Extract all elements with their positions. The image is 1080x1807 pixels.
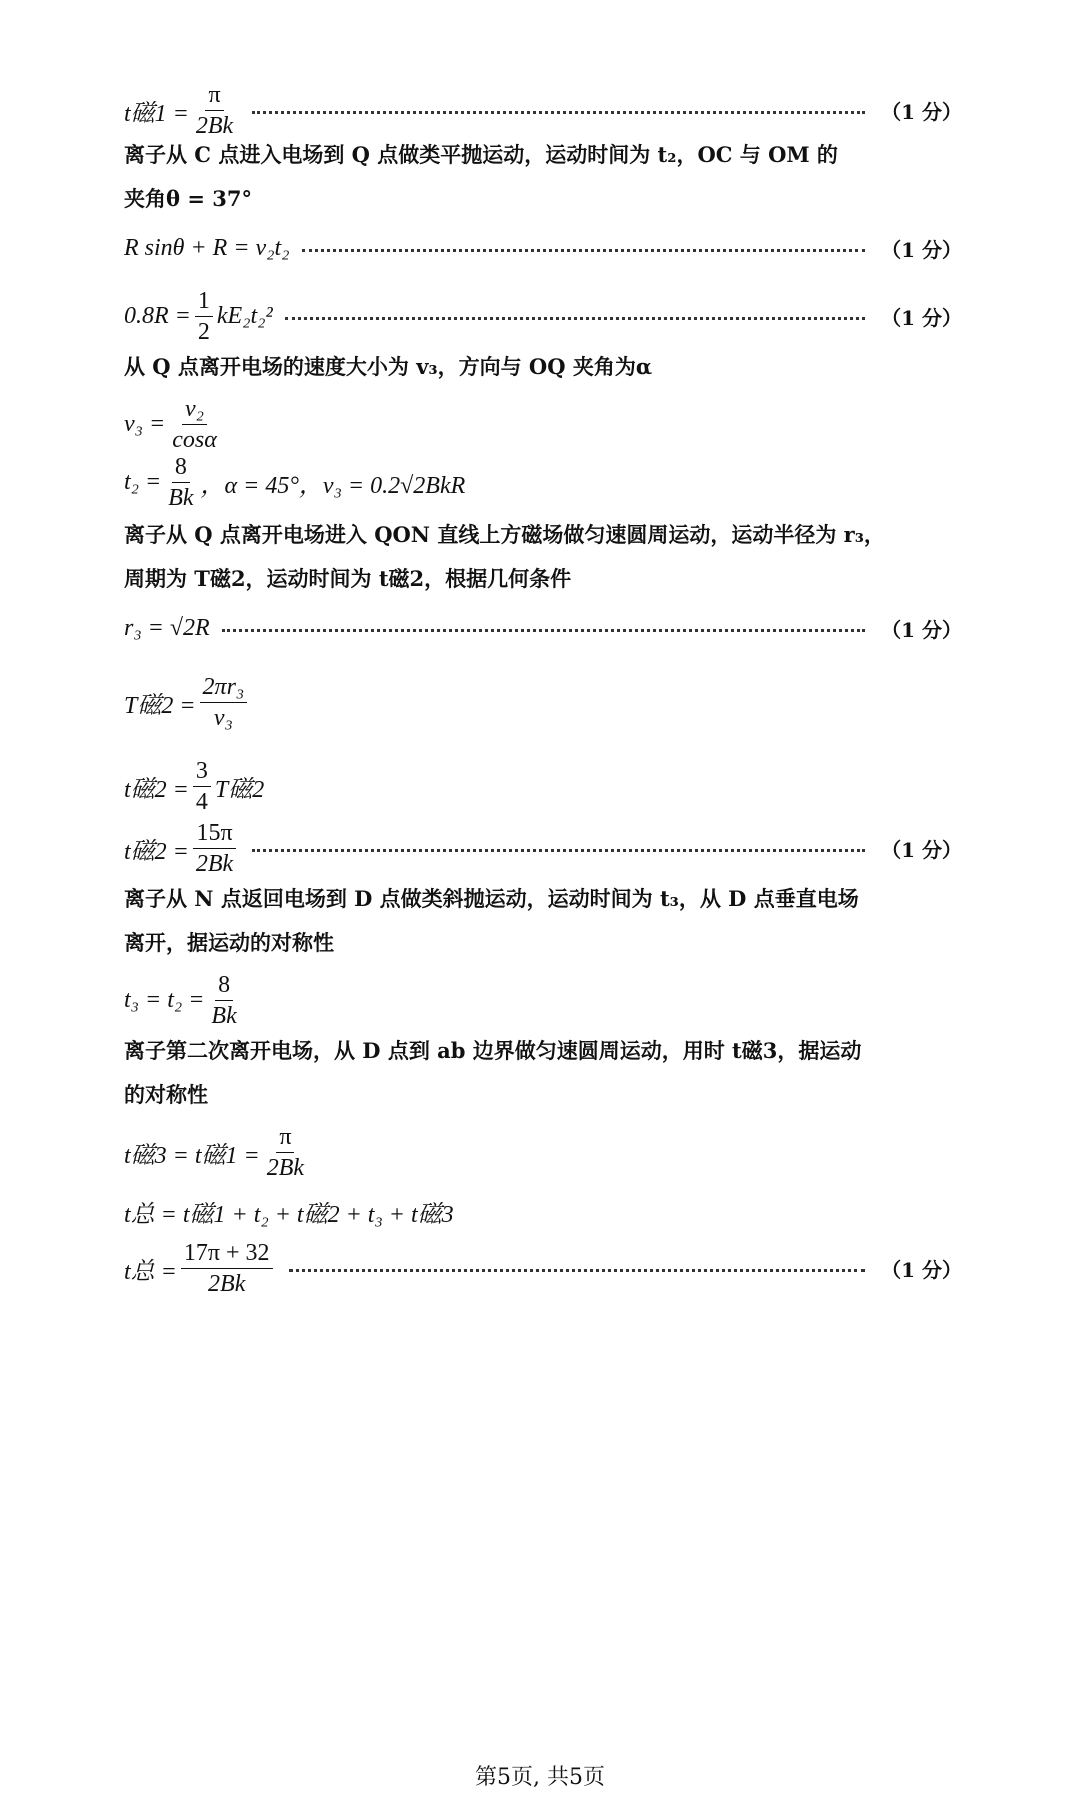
equation-row: [124, 288, 962, 345]
paragraph: 离子从 C 点进入电场到 Q 点做类平抛运动，运动时间为 t₂，OC 与 OM 的: [124, 142, 838, 167]
leader-dots: [222, 629, 865, 632]
leader-dots: [289, 1269, 866, 1272]
equation: r₃ = √2R: [124, 615, 210, 641]
equation-row: [124, 972, 962, 1029]
paragraph: 夹角θ = 37°: [124, 186, 252, 211]
equation: t总 = $\frac{17\pi + 32}{2Bk}$: [124, 1240, 277, 1297]
equation: v₃ = $\frac{\text{v₂}}{\cos\alpha}$: [124, 396, 217, 453]
leader-dots: [302, 249, 866, 252]
score-label: （1 分）: [881, 100, 962, 124]
page-footer: 第5页, 共5页: [475, 1765, 605, 1790]
equation-row: [124, 820, 962, 877]
equation: R sinθ + R = v₂t₂: [124, 235, 290, 261]
equation-row: [124, 1240, 962, 1297]
equation: 0.8R = $\frac{1}{2}$ kE₂t₂²: [124, 288, 273, 345]
paragraph: 离子从 Q 点离开电场进入 QON 直线上方磁场做匀速圆周运动，运动半径为 r₃，: [124, 522, 885, 547]
equation-row: [124, 454, 962, 511]
score-label: （1 分）: [881, 306, 962, 330]
equation: T磁2 = $\frac{\text{2πr₃}}{\text{v₃}}$: [124, 674, 251, 731]
equation-row: [124, 758, 962, 815]
score-label: （1 分）: [881, 238, 962, 262]
paragraph: 离开，据运动的对称性: [124, 930, 334, 955]
leader-dots: [252, 111, 865, 114]
equation-row: [124, 1124, 962, 1181]
leader-dots: [285, 317, 865, 320]
equation: t₂ = $\frac{8}{Bk}$ ，α = 45°，v₃ = 0.2√2BkR: [124, 454, 466, 511]
score-label: （1 分）: [881, 618, 962, 642]
paragraph: 的对称性: [124, 1082, 208, 1107]
score-label: （1 分）: [881, 838, 962, 862]
equation: t磁1 = $\frac{\pi}{2Bk}$: [124, 82, 234, 139]
equation-row: [124, 234, 962, 263]
paragraph: 从 Q 点离开电场的速度大小为 v₃，方向与 OQ 夹角为α: [124, 354, 652, 379]
paragraph: 离子从 N 点返回电场到 D 点做类斜抛运动，运动时间为 t₃，从 D 点垂直电场: [124, 886, 859, 911]
equation: t₃ = t₂ = $\frac{8}{Bk}$: [124, 972, 237, 1029]
equation-row: [124, 614, 962, 643]
equation: t磁2 = $\frac{3}{4}$ T磁2: [124, 758, 265, 815]
equation: t总 = t磁1 + t₂ + t磁2 + t₃ + t磁3: [124, 1202, 454, 1228]
equation-row: [124, 674, 962, 731]
leader-dots: [252, 849, 865, 852]
equation-row: [124, 1194, 962, 1229]
equation: t磁2 = $\frac{15\pi}{2Bk}$: [124, 820, 240, 877]
equation-row: [124, 396, 962, 453]
equation: t磁3 = t磁1 = $\frac{\pi}{2Bk}$: [124, 1124, 305, 1181]
paragraph: 周期为 T磁2，运动时间为 t磁2，根据几何条件: [124, 566, 572, 591]
paragraph: 离子第二次离开电场，从 D 点到 ab 边界做匀速圆周运动，用时 t磁3，据运动: [124, 1038, 862, 1063]
equation-row: [124, 82, 962, 139]
score-label: （1 分）: [881, 1258, 962, 1282]
